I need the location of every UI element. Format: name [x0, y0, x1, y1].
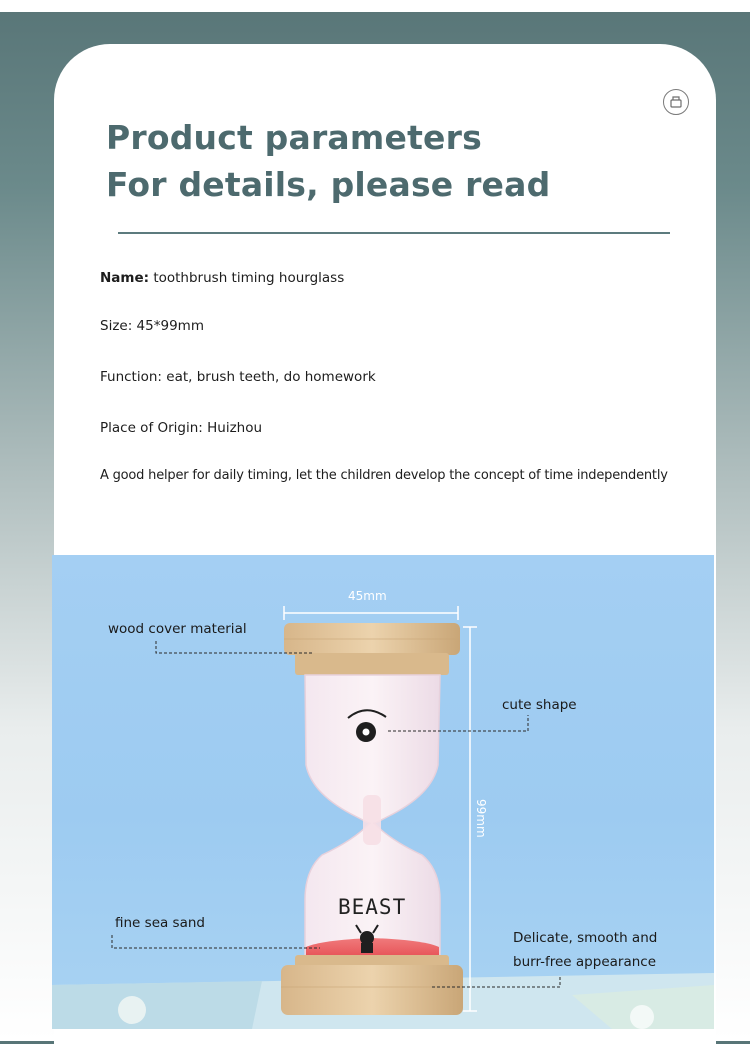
top-strip — [0, 0, 750, 12]
param-size-key: Size: — [100, 318, 133, 334]
callout-shape: cute shape — [502, 697, 577, 713]
param-function — [100, 369, 376, 385]
product-photo — [52, 555, 714, 1029]
param-function-value: eat, brush teeth, do homework — [161, 369, 376, 385]
param-origin-key: Place of Origin: — [100, 420, 203, 436]
height-label: 99mm — [474, 799, 488, 838]
width-label: 45mm — [348, 589, 387, 603]
param-name-key: Name: — [100, 270, 150, 286]
top-wood-cap — [284, 623, 460, 675]
param-origin — [100, 420, 262, 436]
width-dimension-line — [284, 606, 458, 620]
param-size-value: 45*99mm — [132, 318, 204, 334]
param-function-key: Function: — [100, 369, 162, 385]
bottom-wood-base — [281, 955, 463, 1015]
callout-smooth-line-2: burr-free appearance — [513, 954, 657, 970]
callout-wood: wood cover material — [108, 621, 247, 637]
param-tagline: A good helper for daily timing, let the children develop the concept of time independently — [100, 468, 668, 483]
param-size — [100, 318, 204, 334]
beast-print-text: BEAST — [338, 895, 407, 919]
heading-divider — [118, 232, 670, 234]
callout-sand: fine sea sand — [115, 915, 205, 931]
param-name-value: toothbrush timing hourglass — [149, 270, 345, 286]
param-origin-value: Huizhou — [202, 420, 263, 436]
heading-line-2: For details, please read — [106, 165, 551, 204]
heading-line-1: Product parameters — [106, 118, 482, 157]
callout-smooth-line-1: Delicate, smooth and — [513, 930, 658, 946]
leader-sand — [112, 935, 320, 948]
brand-seal-icon — [663, 89, 689, 115]
param-name — [100, 270, 344, 286]
